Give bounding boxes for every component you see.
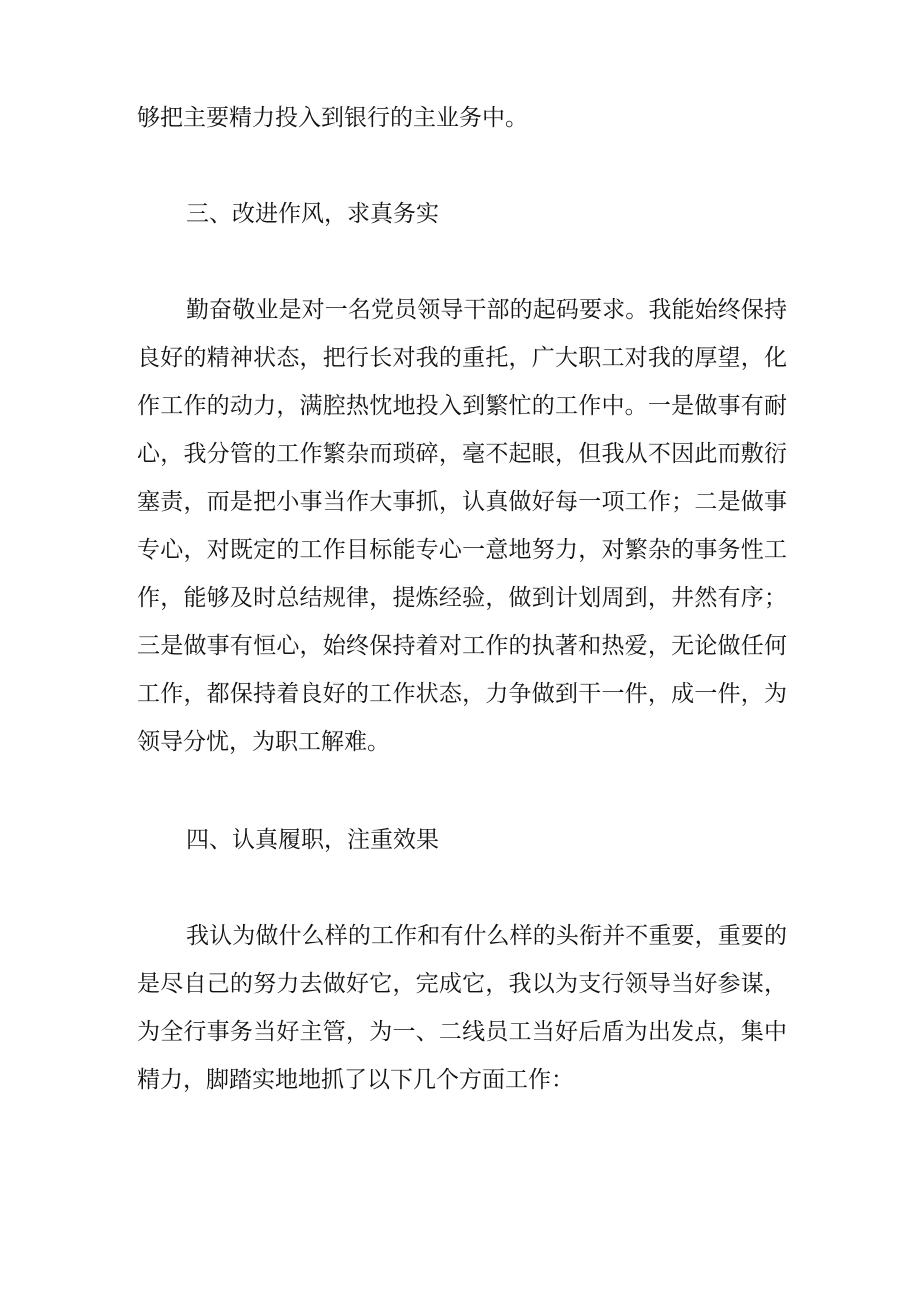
paragraph-line: 作，能够及时总结规律，提炼经验，做到计划周到，井然有序；	[137, 585, 787, 611]
paragraph-line: 领导分忧，为职工解难。	[137, 729, 390, 755]
section-heading-4: 四、认真履职，注重效果	[186, 827, 439, 853]
paragraph-line: 三是做事有恒心，始终保持着对工作的执著和热爱，无论做任何	[137, 633, 787, 659]
paragraph-line: 精力，脚踏实地地抓了以下几个方面工作：	[137, 1067, 574, 1093]
paragraph-line: 作工作的动力，满腔热忱地投入到繁忙的工作中。一是做事有耐	[137, 393, 787, 419]
section-heading-3: 三、改进作风，求真务实	[186, 201, 439, 227]
paragraph-line: 为全行事务当好主管，为一、二线员工当好后盾为出发点，集中	[137, 1019, 787, 1045]
paragraph-fragment: 够把主要精力投入到银行的主业务中。	[137, 105, 528, 131]
paragraph-line: 专心，对既定的工作目标能专心一意地努力，对繁杂的事务性工	[137, 537, 787, 563]
paragraph-line: 工作，都保持着良好的工作状态，力争做到干一件，成一件，为	[137, 681, 787, 707]
paragraph-line: 良好的精神状态，把行长对我的重托，广大职工对我的厚望，化	[137, 345, 787, 371]
paragraph-line: 勤奋敬业是对一名党员领导干部的起码要求。我能始终保持	[186, 297, 787, 323]
paragraph-line: 心，我分管的工作繁杂而琐碎，毫不起眼，但我从不因此而敷衍	[137, 441, 787, 467]
paragraph-line: 是尽自己的努力去做好它，完成它，我以为支行领导当好参谋，	[137, 971, 787, 997]
paragraph-line: 塞责，而是把小事当作大事抓，认真做好每一项工作；二是做事	[137, 489, 787, 515]
paragraph-line: 我认为做什么样的工作和有什么样的头衔并不重要，重要的	[186, 923, 787, 949]
